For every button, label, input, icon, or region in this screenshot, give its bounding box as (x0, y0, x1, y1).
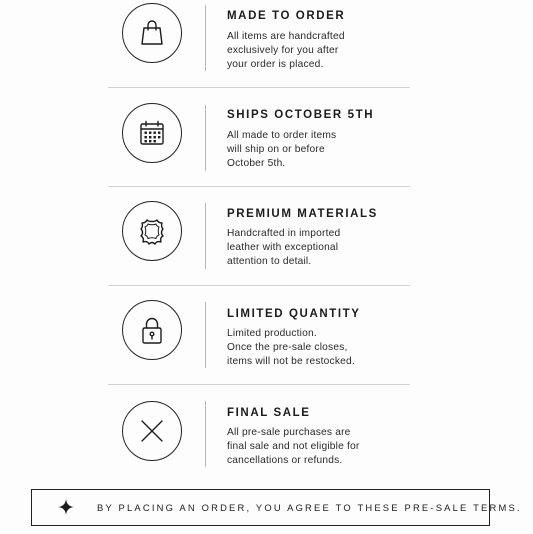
description-line: exclusively for you after (227, 45, 339, 57)
section-divider (108, 186, 410, 187)
feature-premium-materials (108, 198, 410, 296)
sparkle-icon (58, 499, 74, 515)
row-divider-line (205, 302, 206, 368)
description-line: cancellations or refunds. (227, 455, 343, 467)
feature-final-sale (108, 396, 410, 494)
feature-description (227, 327, 417, 370)
padlock-icon (122, 300, 182, 360)
description-line: your order is placed. (227, 59, 324, 71)
description-line: All pre-sale purchases are (227, 427, 351, 438)
description-line: items will not be restocked. (227, 356, 355, 368)
description-line: All items are handcrafted (227, 31, 345, 42)
description-line: October 5th. (227, 158, 286, 170)
feature-limited-quantity (108, 297, 410, 395)
feature-title: SHIPS OCTOBER 5TH (227, 109, 375, 121)
feature-description (227, 426, 417, 469)
section-divider (108, 87, 410, 88)
description-line: final sale and not eligible for (227, 441, 360, 453)
feature-description (227, 30, 417, 73)
feature-title: PREMIUM MATERIALS (227, 208, 378, 220)
description-line: will ship on or before (227, 144, 325, 156)
leather-hide-icon (122, 201, 182, 261)
row-divider-line (205, 5, 206, 71)
x-mark-icon (122, 401, 182, 461)
feature-title: LIMITED QUANTITY (227, 308, 361, 320)
description-line: All made to order items (227, 130, 337, 141)
calendar-icon (122, 103, 182, 163)
description-line: Limited production. (227, 328, 317, 339)
section-divider (108, 285, 410, 286)
feature-ships-date (108, 99, 410, 197)
description-line: attention to detail. (227, 256, 312, 268)
feature-description (227, 227, 417, 270)
section-divider (108, 384, 410, 385)
feature-title: FINAL SALE (227, 407, 311, 419)
row-divider-line (205, 401, 206, 467)
description-line: Handcrafted in imported (227, 228, 341, 239)
row-divider-line (205, 203, 206, 269)
row-divider-line (205, 105, 206, 171)
description-line: Once the pre-sale closes, (227, 342, 348, 354)
feature-description (227, 129, 417, 172)
shopping-bag-icon (122, 3, 182, 63)
terms-notice (31, 489, 522, 526)
terms-text: BY PLACING AN ORDER, YOU AGREE TO THESE PRE-SALE TERMS. (97, 502, 522, 513)
feature-made-to-order (108, 0, 410, 98)
feature-title: MADE TO ORDER (227, 10, 346, 22)
description-line: leather with exceptional (227, 242, 339, 254)
